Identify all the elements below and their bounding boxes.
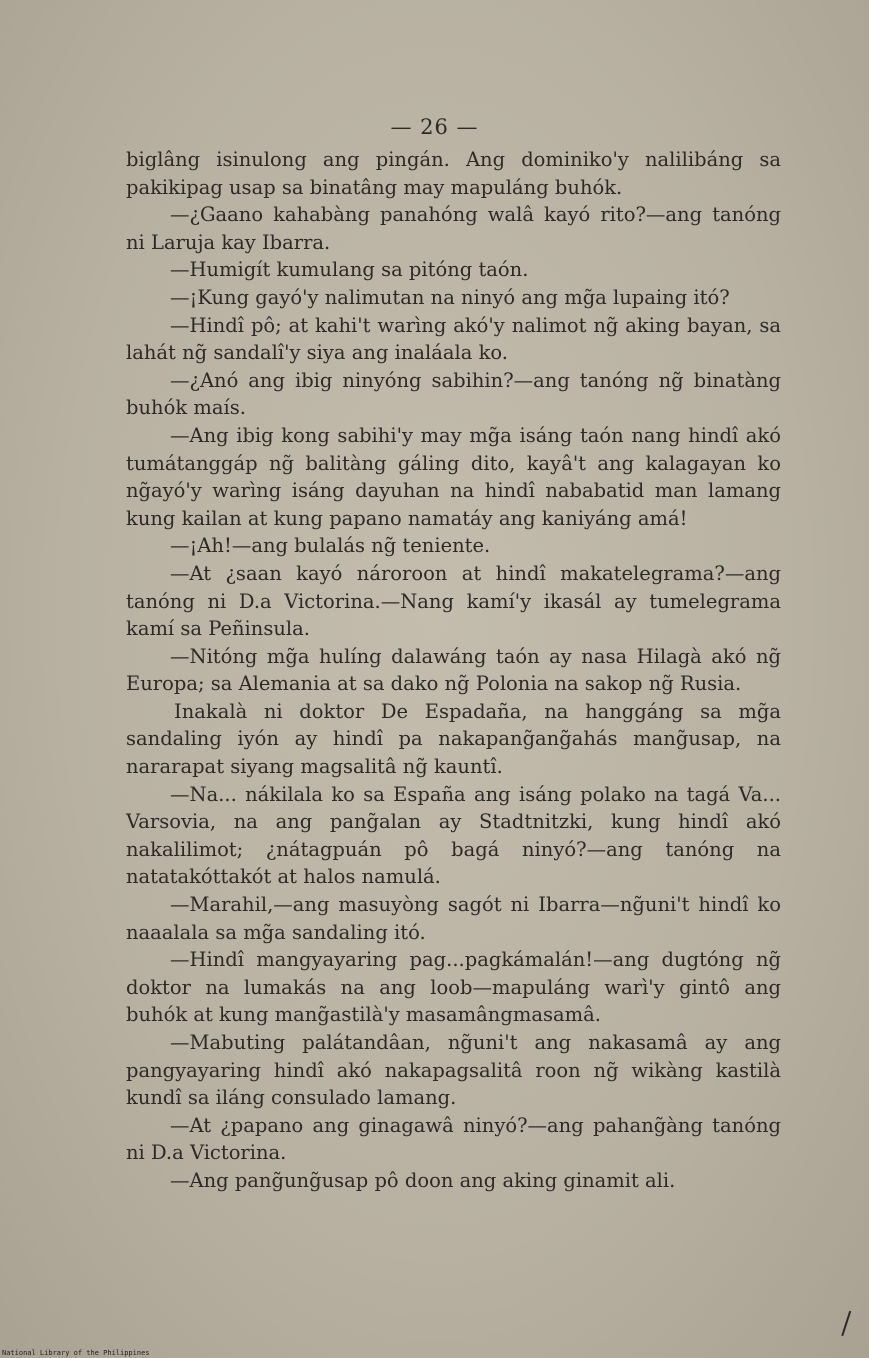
paragraph: —Na... nákilala ko sa España ang isáng polako na tagá Va... Varsovia, na ang pang̃alan ay Stadtnitzki, kung hindî akó nakalilimot; ¿nátagpuán pô bagá ninyó?—ang tanóng na natatakóttakót at halos namulá. [126,782,781,889]
paragraph: —Marahil,—ang masuyòng sagót ni Ibarra—ng̃uni't hindî ko naaalala sa mg̃a sandaling itó. [126,893,781,944]
page-number: — 26 — [390,115,479,139]
paragraph: —Ang pang̃ung̃usap pô doon ang aking ginamit ali. [170,1168,676,1192]
paragraph: —¡Kung gayó'y nalimutan na ninyó ang mg̃a lupaing itó? [170,285,730,309]
page-edge-mark [841,1311,860,1339]
paragraph: —Nitóng mg̃a hulíng dalawáng taón ay nasa Hilagà akó ng̃ Europa; sa Alemania at sa dako ng̃ Polonia na sakop ng̃ Rusia. [126,644,781,696]
paragraph: —Humigít kumulang sa pitóng taón. [170,258,529,282]
paragraph: Inakalà ni doktor De Espadaña, na hanggáng sa mg̃a sandaling iyón ay hindî pa nakapang̃ang̃ahás mang̃usap, na nararapat siyang magsalitâ ng̃ kauntî. [126,699,781,779]
paragraph: —¡Ah!—ang bulalás ng̃ teniente. [170,534,491,558]
paragraph: —Hindî mangyayaring pag...pagkámalán!—ang dugtóng ng̃ doktor na lumakás na ang loob—mapuláng warì'y gintô ang buhók at kung mang̃astilà'y masamângmasamâ. [126,948,781,1027]
paragraph: biglâng isinulong ang pingán. Ang dominiko'y nalilibáng sa pakikipag usap sa binatâng may mapuláng buhók. [126,148,781,199]
paragraph: —Ang ibig kong sabihi'y may mg̃a isáng taón nang hindî akó tumátanggáp ng̃ balitàng gáling dito, kayâ't ang kalagayan ko ng̃ayó'y warìng isáng dayuhan na hindî nababatid man lamang kung kailan at kung papano namatáy ang kaniyáng amá! [126,423,781,530]
footer-credit: National Library of the Philippines [2,1349,150,1357]
paragraph: —Mabuting palátandâan, ng̃uni't ang nakasamâ ay ang pangyayaring hindî akó nakapagsalitâ roon ng̃ wikàng kastilà kundî sa iláng consulado lamang. [126,1031,781,1110]
body-text [126,146,781,1195]
paragraph: —¿Anó ang ibig ninyóng sabihin?—ang tanóng ng̃ binatàng buhók maís. [126,368,781,420]
paragraph: —At ¿saan kayó nároroon at hindî makatelegrama?—ang tanóng ni D.a Victorina.—Nang kamí'y ikasál ay tumelegrama kamí sa Peñinsula. [126,561,781,641]
paragraph: —¿Gaano kahabàng panahóng walâ kayó rito?—ang tanóng ni Laruja kay Ibarra. [126,203,781,254]
paragraph: —Hindî pô; at kahi't warìng akó'y nalimot ng̃ aking bayan, sa lahát ng̃ sandalî'y siya ang inaláala ko. [126,313,781,365]
paragraph: —At ¿papano ang ginagawâ ninyó?—ang pahang̃àng tanóng ni D.a Victorina. [126,1113,781,1165]
